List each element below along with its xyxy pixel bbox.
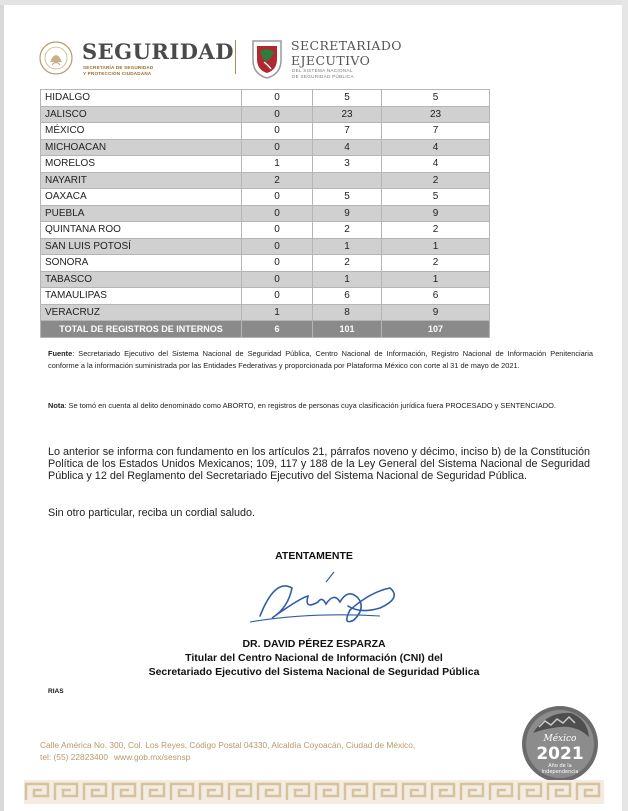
value-cell: 7 <box>313 123 382 140</box>
signer-title-line-1: Titular del Centro Nacional de Información (CNI) del <box>185 652 443 664</box>
value-cell: 23 <box>382 106 490 123</box>
greeting-text: Sin otro particular, reciba un cordial saludo. <box>48 507 256 519</box>
page-edge-top <box>0 0 628 5</box>
table-row <box>41 304 490 321</box>
initials: RIAS <box>48 688 64 695</box>
value-cell: 0 <box>242 90 313 107</box>
svg-text:México: México <box>543 734 577 744</box>
table-row <box>41 255 490 272</box>
state-cell: PUEBLA <box>41 205 242 222</box>
value-cell: 0 <box>242 255 313 272</box>
value-cell: 0 <box>242 271 313 288</box>
fuente-note: Fuente: Secretariado Ejecutivo del Sistema Nacional de Seguridad Pública, Centro Nacional de Información, Registro Nacional de Información Penitenciaria conforme a la información suministrada por las Entidades Federativas y proporcionada por Plataforma México con corte al 31 de mayo de 2021. <box>48 349 593 370</box>
value-cell: 7 <box>382 123 490 140</box>
value-cell: 0 <box>242 205 313 222</box>
total-value: 101 <box>313 321 382 338</box>
atentamente-label: ATENTAMENTE <box>275 550 353 562</box>
total-label: TOTAL DE REGISTROS DE INTERNOS <box>41 321 242 338</box>
value-cell: 9 <box>313 205 382 222</box>
mexico-seal-icon <box>38 38 74 78</box>
state-cell: MÉXICO <box>41 123 242 140</box>
value-cell: 0 <box>242 189 313 206</box>
state-cell: HIDALGO <box>41 90 242 107</box>
value-cell: 1 <box>313 238 382 255</box>
state-cell: VERACRUZ <box>41 304 242 321</box>
value-cell: 5 <box>382 189 490 206</box>
value-cell: 4 <box>382 156 490 173</box>
value-cell: 5 <box>313 90 382 107</box>
state-cell: QUINTANA ROO <box>41 222 242 239</box>
table-row <box>41 205 490 222</box>
state-cell: MORELOS <box>41 156 242 173</box>
state-cell: NAYARIT <box>41 172 242 189</box>
table-row <box>41 106 490 123</box>
table-row <box>41 90 490 107</box>
seguridad-subtitle: SECRETARÍA DE SEGURIDAD Y PROTECCIÓN CIUDADANA <box>83 65 154 76</box>
secretariado-subtitle: DEL SISTEMA NACIONAL DE SEGURIDAD PÚBLICA <box>292 68 354 79</box>
legal-paragraph: Lo anterior se informa con fundamento en los artículos 21, párrafos noveno y décimo, inciso b) de la Constitución Política de los Estados Unidos Mexicanos; 109, 117 y 188 de la Ley General del Sistema Nacional de Seguridad Pública y 12 del Reglamento del Secretariado Ejecutivo del Sistema Nacional de Seguridad Pública. <box>48 446 590 482</box>
page-edge-left <box>0 0 4 811</box>
value-cell: 8 <box>313 304 382 321</box>
svg-text:2021: 2021 <box>536 744 584 764</box>
value-cell: 2 <box>313 255 382 272</box>
value-cell: 9 <box>382 205 490 222</box>
internos-table <box>40 89 490 338</box>
table-row <box>41 238 490 255</box>
sesnsp-shield-icon <box>250 38 284 80</box>
value-cell: 0 <box>242 288 313 305</box>
state-cell: TABASCO <box>41 271 242 288</box>
table-row <box>41 222 490 239</box>
footer-website-link[interactable]: www.gob.mx/sesnsp <box>113 752 191 762</box>
value-cell: 5 <box>313 189 382 206</box>
value-cell <box>313 172 382 189</box>
nota-note: Nota: Se tomó en cuenta al delito denominado como ABORTO, en registros de personas cuya clasificación jurídica fuera PROCESADO y SENTENCIADO. <box>48 401 556 410</box>
signer-name: DR. DAVID PÉREZ ESPARZA <box>242 638 386 650</box>
value-cell: 4 <box>382 139 490 156</box>
secretariado-title: SECRETARIADO EJECUTIVO <box>291 38 402 68</box>
value-cell: 6 <box>313 288 382 305</box>
header-divider <box>235 40 236 74</box>
value-cell: 4 <box>313 139 382 156</box>
footer-address: Calle América No. 300, Col. Los Reyes, Código Postal 04330, Alcaldía Coyoacán, Ciudad de México, tel: (55) 22823400 www.gob.mx/sesnsp <box>40 740 416 762</box>
table-row <box>41 288 490 305</box>
table-row <box>41 271 490 288</box>
value-cell: 23 <box>313 106 382 123</box>
value-cell: 0 <box>242 123 313 140</box>
value-cell: 2 <box>382 222 490 239</box>
value-cell: 3 <box>313 156 382 173</box>
value-cell: 2 <box>242 172 313 189</box>
value-cell: 1 <box>242 304 313 321</box>
state-cell: SAN LUIS POTOSÍ <box>41 238 242 255</box>
value-cell: 0 <box>242 238 313 255</box>
state-cell: SONORA <box>41 255 242 272</box>
value-cell: 1 <box>242 156 313 173</box>
table-row <box>41 189 490 206</box>
state-cell: MICHOACAN <box>41 139 242 156</box>
total-value: 6 <box>242 321 313 338</box>
total-row <box>41 321 490 338</box>
mexico-2021-emblem-icon <box>519 703 601 785</box>
total-value: 107 <box>382 321 490 338</box>
value-cell: 0 <box>242 106 313 123</box>
value-cell: 6 <box>382 288 490 305</box>
value-cell: 1 <box>382 271 490 288</box>
value-cell: 2 <box>382 255 490 272</box>
value-cell: 9 <box>382 304 490 321</box>
table-row <box>41 172 490 189</box>
value-cell: 0 <box>242 139 313 156</box>
decorative-footer-pattern <box>24 780 604 804</box>
table-row <box>41 123 490 140</box>
state-cell: JALISCO <box>41 106 242 123</box>
value-cell: 1 <box>313 271 382 288</box>
value-cell: 2 <box>313 222 382 239</box>
value-cell: 5 <box>382 90 490 107</box>
value-cell: 0 <box>242 222 313 239</box>
svg-text:Año de la: Año de la <box>548 763 572 769</box>
table-row <box>41 156 490 173</box>
signature-image <box>230 568 410 628</box>
footer-phone: tel: (55) 22823400 <box>40 752 108 762</box>
value-cell: 1 <box>382 238 490 255</box>
value-cell: 2 <box>382 172 490 189</box>
letterhead <box>38 36 598 84</box>
table-row <box>41 139 490 156</box>
state-cell: OAXACA <box>41 189 242 206</box>
page-edge-right <box>622 0 628 811</box>
seguridad-title: SEGURIDAD <box>82 39 234 64</box>
svg-text:Independencia: Independencia <box>541 769 579 775</box>
signer-title-line-2: Secretariado Ejecutivo del Sistema Nacional de Seguridad Pública <box>148 666 480 678</box>
state-cell: TAMAULIPAS <box>41 288 242 305</box>
